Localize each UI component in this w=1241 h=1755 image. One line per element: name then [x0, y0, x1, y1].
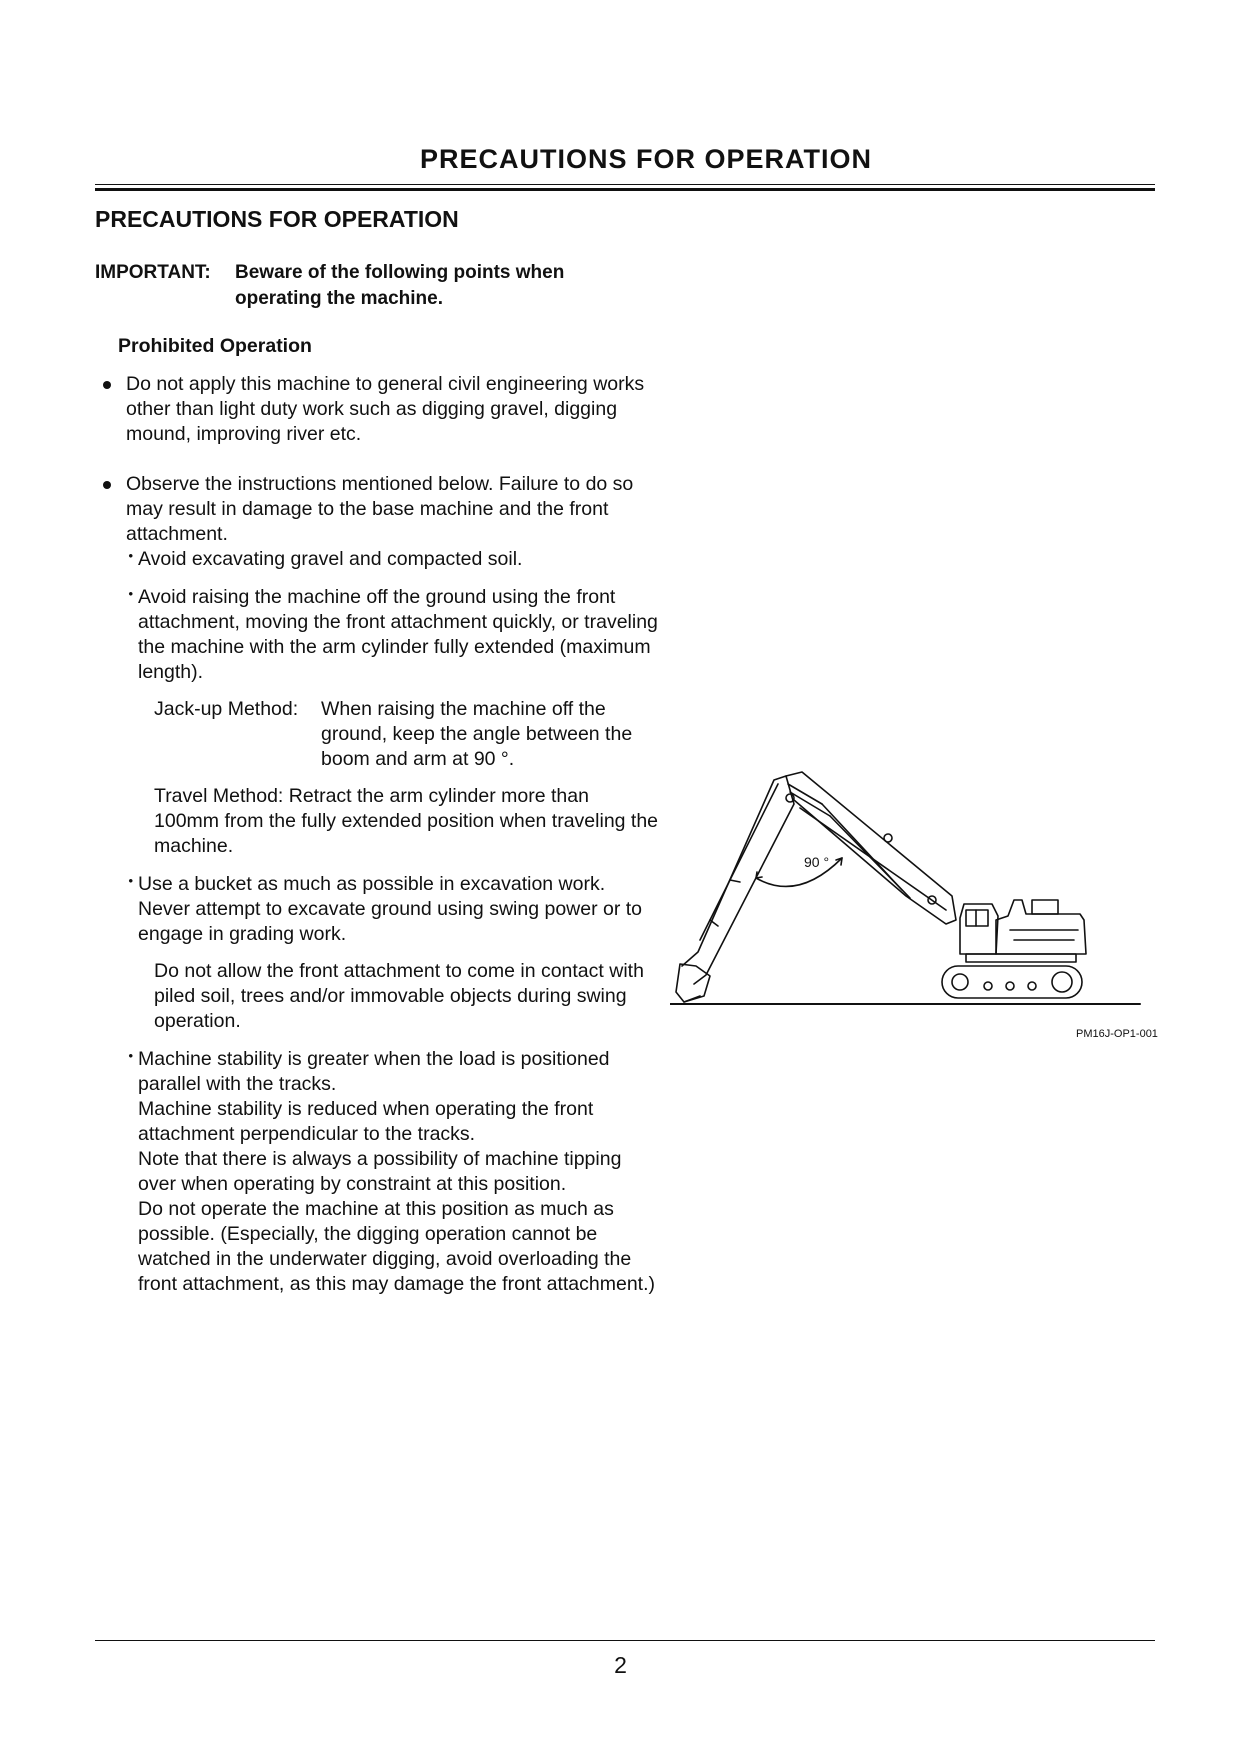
sub-item-1 [121, 547, 661, 572]
angle-label: 90 ° [804, 854, 830, 870]
page-header [95, 142, 1155, 177]
sub-item-3 [121, 872, 661, 947]
sub-text-4 [138, 1047, 661, 1297]
sub-text-1: Avoid excavating gravel and compacted soil. [138, 548, 523, 570]
header-rule-thin [95, 184, 1155, 185]
important-label: IMPORTANT: [95, 262, 211, 283]
excavator-illustration [670, 770, 1150, 1040]
footer-rule [95, 1640, 1155, 1641]
jack-up-method [154, 697, 664, 772]
sub-text-4-line-2: Machine stability is reduced when operating the front attachment perpendicular to the tracks. [138, 1098, 594, 1145]
sub-text-4-line-4: Do not operate the machine at this position as much as possible. (Especially, the digging operation cannot be watched in the underwater digging, avoid overloading the front attachment, as this may damage the front attachment.) [138, 1198, 656, 1295]
bullet-text-1: Do not apply this machine to general civil engineering works other than light duty work such as digging gravel, digging mound, improving river etc. [126, 373, 645, 445]
sub-text-4-line-3: Note that there is always a possibility of machine tipping over when operating by constraint at this position. [138, 1148, 622, 1195]
section-title: PRECAUTIONS FOR OPERATION [95, 206, 459, 232]
important-note [95, 260, 655, 312]
sub-text-2: Avoid raising the machine off the ground using the front attachment, moving the front attachment quickly, or traveling the machine with the arm cylinder fully extended (maximum length). [138, 586, 658, 683]
swing-operation-note: Do not allow the front attachment to come in contact with piled soil, trees and/or immovable objects during swing operation. [154, 960, 644, 1032]
prohibited-operation-heading: Prohibited Operation [118, 335, 312, 357]
bullet-item-2 [103, 472, 658, 547]
jack-up-label: Jack-up Method: [154, 698, 299, 720]
excavator-figure [670, 770, 1150, 1040]
sub-item-2 [121, 585, 661, 685]
sub-item-4 [121, 1047, 661, 1297]
sub-marker: ・ [121, 1046, 141, 1068]
important-text: Beware of the following points when operating the machine. [235, 262, 565, 309]
figure-caption: PM16J-OP1-001 [1076, 1028, 1158, 1040]
page-header-title: PRECAUTIONS FOR OPERATION [419, 144, 872, 174]
bullet-dot [103, 381, 111, 389]
bullet-item-1 [103, 372, 658, 447]
sub-marker: ・ [121, 871, 141, 893]
sub-text-4-line-1: Machine stability is greater when the load is positioned parallel with the tracks. [138, 1048, 610, 1095]
sub-marker: ・ [121, 584, 141, 606]
bullet-dot [103, 481, 111, 489]
sub-marker: ・ [121, 546, 141, 568]
sub-text-3: Use a bucket as much as possible in excavation work. Never attempt to excavate ground using swing power or to engage in grading work. [138, 873, 643, 945]
page-number: 2 [614, 1652, 627, 1678]
jack-up-text: When raising the machine off the ground, keep the angle between the boom and arm at 90 °. [321, 698, 633, 770]
bullet-text-2: Observe the instructions mentioned below. Failure to do so may result in damage to the base machine and the front attachment. [126, 473, 634, 545]
header-rule-thick [95, 188, 1155, 191]
travel-method: Travel Method: Retract the arm cylinder more than 100mm from the fully extended position when traveling the machine. [154, 785, 659, 857]
